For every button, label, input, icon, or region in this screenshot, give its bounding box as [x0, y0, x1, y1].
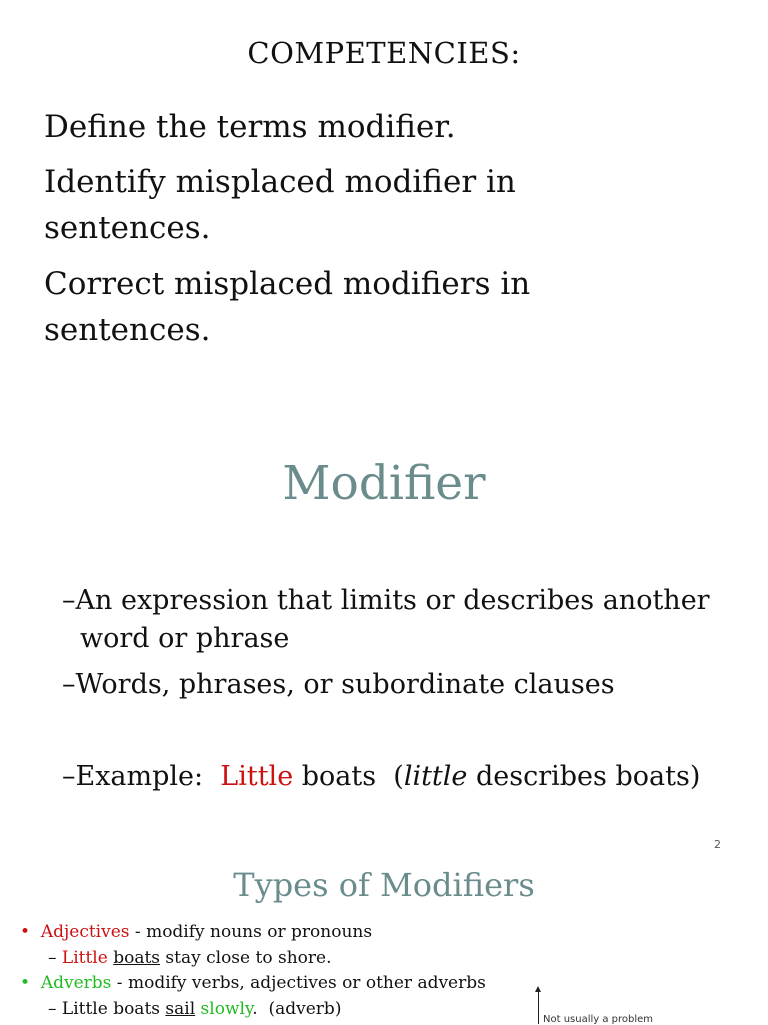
adverbs-example-rest: . (adverb) [252, 999, 342, 1019]
competency-item-3: Correct misplaced modifiers in sentences. [44, 266, 531, 348]
modifier-example [62, 758, 752, 796]
bullet-dot-icon: • [20, 922, 31, 942]
adjectives-example [48, 946, 548, 971]
example-prefix: –Example: [62, 761, 221, 792]
example-mid: boats ( [293, 761, 404, 792]
modifier-title: Modifier [282, 456, 486, 511]
adverbs-example [48, 997, 528, 1022]
competency-item-1: Define the terms modifier. [44, 109, 456, 145]
adjectives-example-rest: stay close to shore. [160, 948, 332, 968]
adjectives-example-underlined: boats [113, 948, 161, 968]
competency-item-2: Identify misplaced modifier in sentences. [44, 164, 516, 246]
arrow-line [538, 990, 539, 1024]
adjectives-bullet [20, 920, 540, 945]
example-italic: little [403, 761, 468, 792]
modifier-bullet-types: –Words, phrases, or subordinate clauses [62, 669, 615, 700]
adverbs-bullet [20, 971, 540, 996]
adverbs-definition: - modify verbs, adjectives or other adverbs [111, 973, 486, 993]
competencies-heading: COMPETENCIES: [247, 36, 521, 70]
example-dash: – [48, 948, 62, 968]
page-number: 2 [714, 838, 721, 851]
adverbs-example-green: slowly [200, 999, 253, 1019]
example-suffix: describes boats) [467, 761, 701, 792]
adjectives-example-red: Little [61, 948, 108, 968]
types-title: Types of Modifiers [233, 866, 535, 904]
adverbs-example-underlined: sail [165, 999, 196, 1019]
adjectives-definition: - modify nouns or pronouns [129, 922, 373, 942]
modifier-bullet-definition: –An expression that limits or describes another word or phrase [62, 585, 710, 654]
adverbs-term: Adverbs [40, 973, 112, 993]
side-note: Not usually a problem [543, 1014, 654, 1025]
adjectives-term: Adjectives [40, 922, 130, 942]
bullet-dot-icon: • [20, 973, 31, 993]
example-highlight: Little [220, 761, 294, 792]
adverbs-example-start: – Little boats [48, 999, 166, 1019]
